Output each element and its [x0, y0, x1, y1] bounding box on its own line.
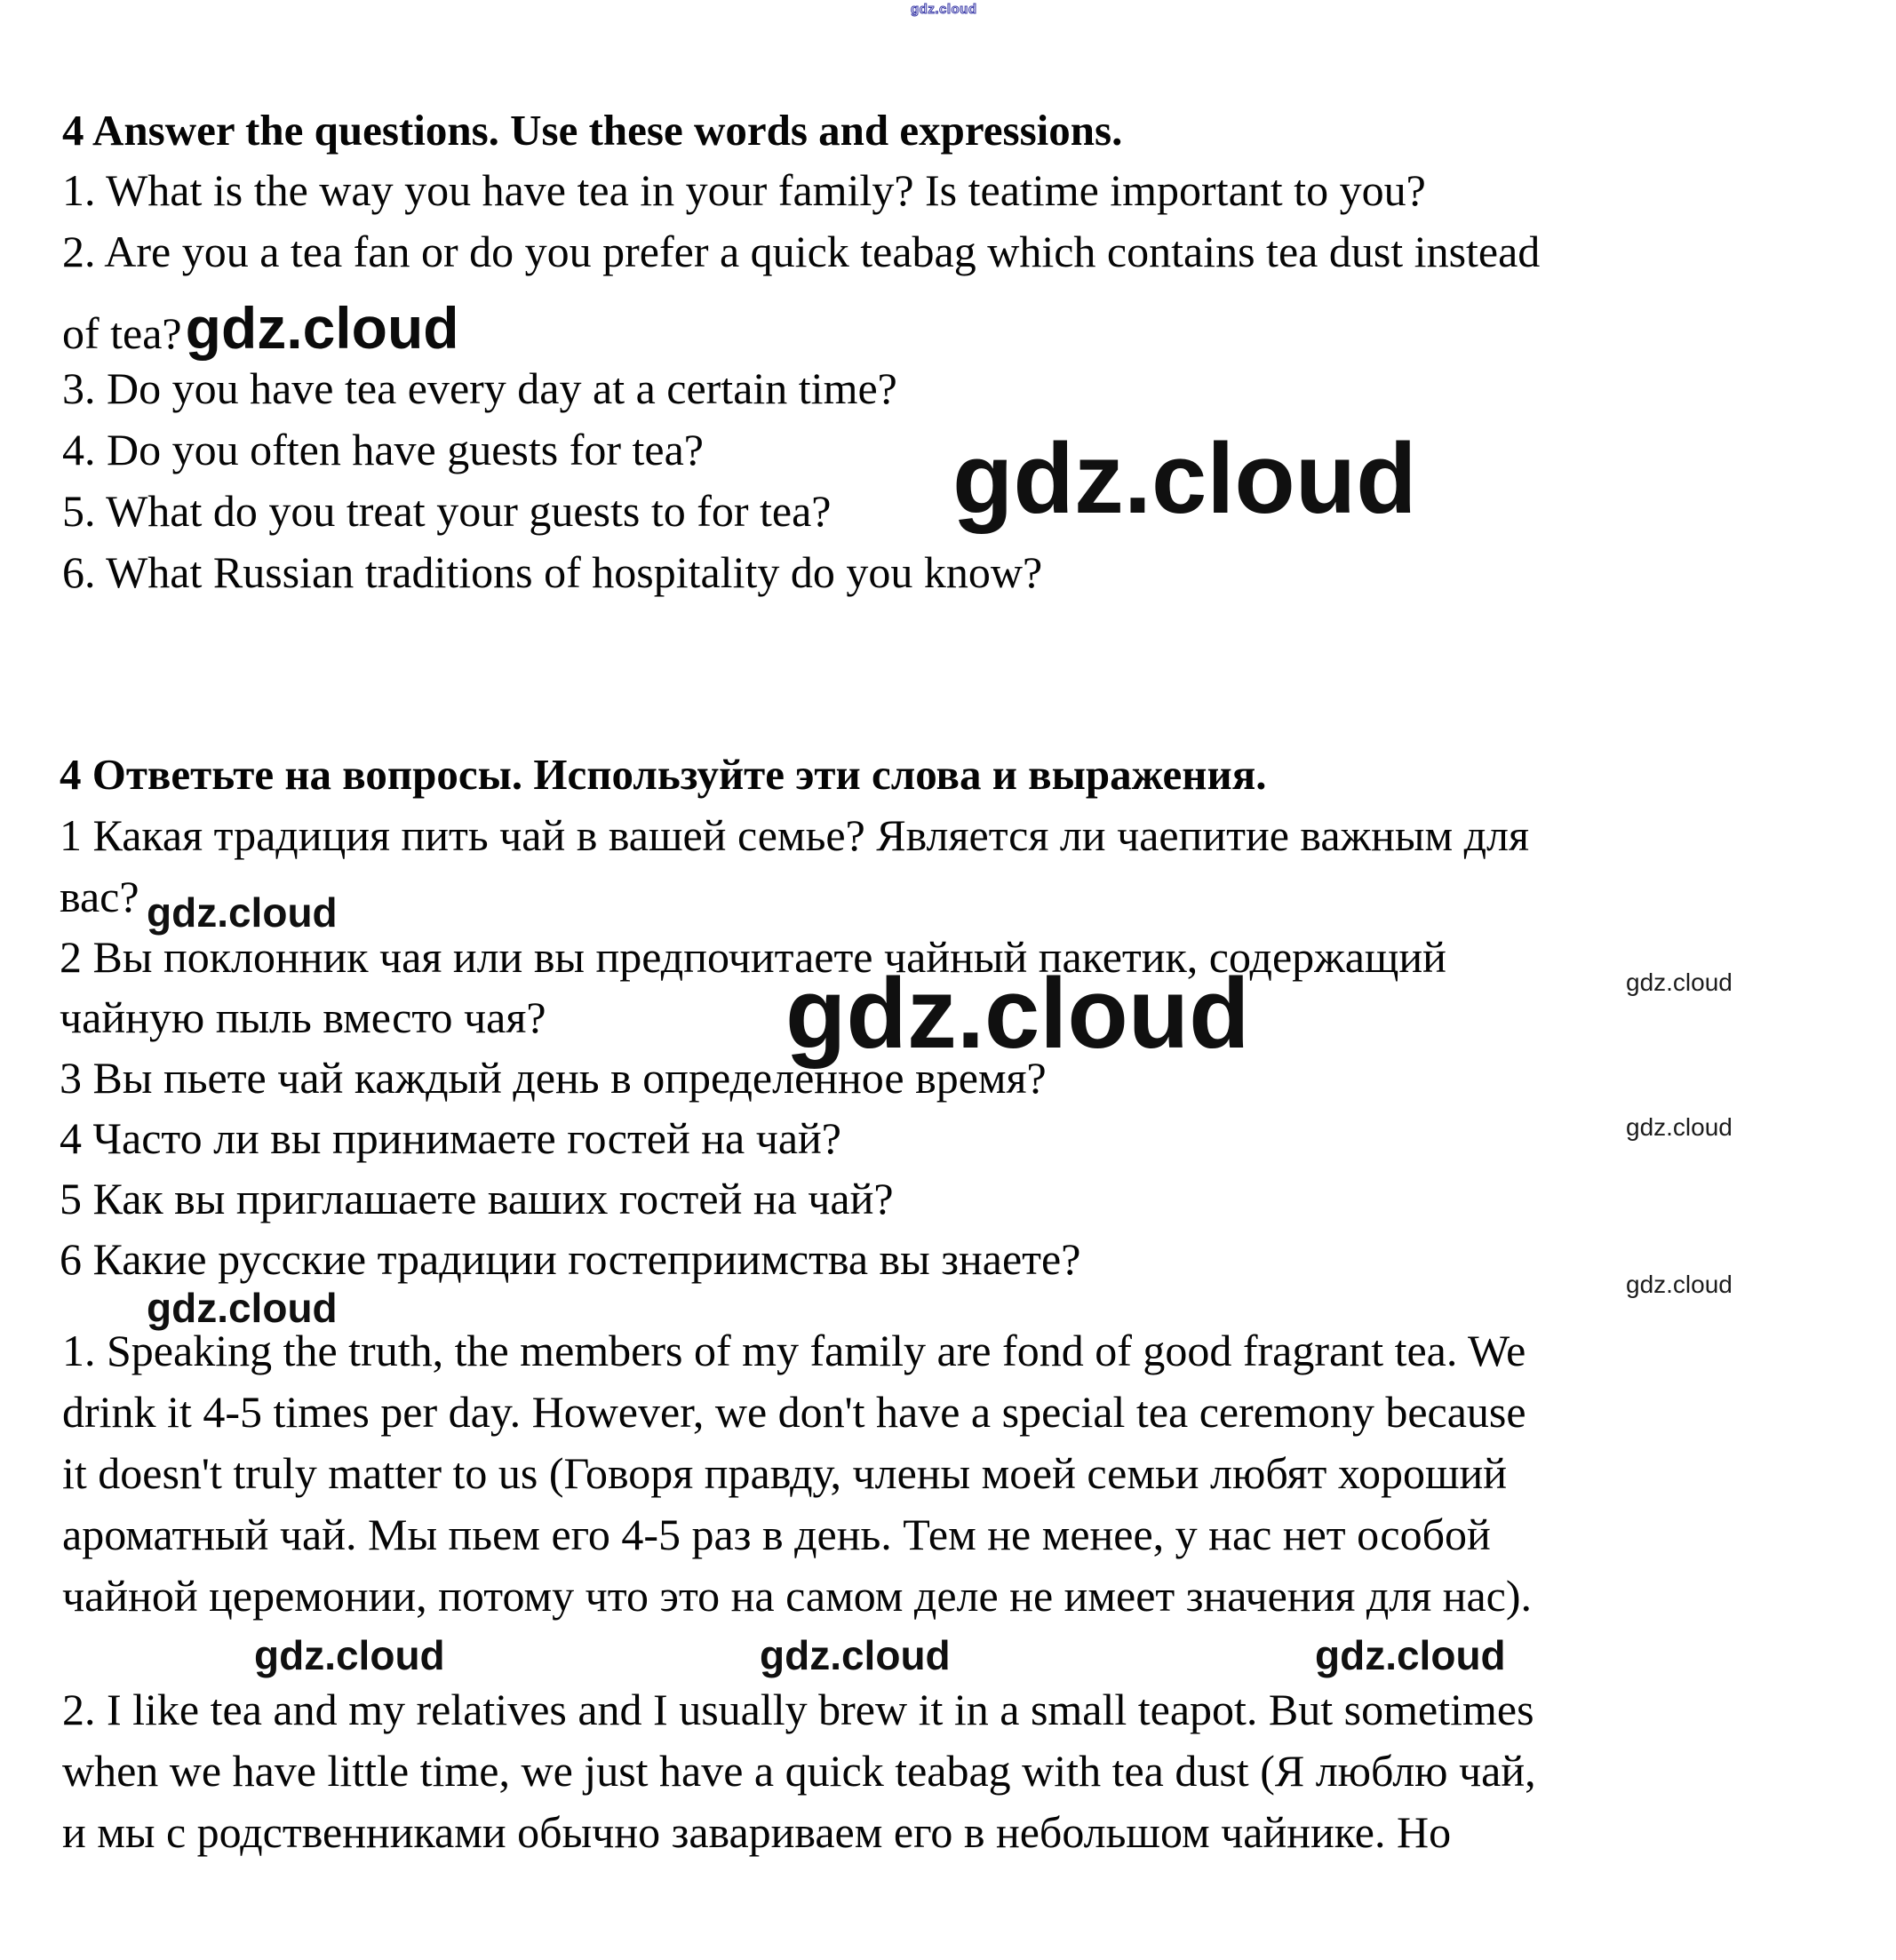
watermark-medium-1: gdz.cloud [147, 889, 338, 936]
watermark-large-2: gdz.cloud [785, 958, 1250, 1069]
answer-2-line: и мы с родственниками обычно завариваем его в небольшом чайнике. Но [62, 1807, 1452, 1857]
question-en-2-line1: 2. Are you a tea fan or do you prefer a quick teabag which contains tea dust instead [62, 227, 1541, 276]
question-en-5: 5. What do you treat your guests to for tea? [62, 486, 832, 536]
exercise-heading-en: 4 Answer the questions. Use these words and expressions. [62, 106, 1123, 155]
watermark-small-2: gdz.cloud [1626, 1113, 1733, 1141]
question-en-3: 3. Do you have tea every day at a certain time? [62, 363, 897, 413]
answer-1-line: 1. Speaking the truth, the members of my family are fond of good fragrant tea. We [62, 1326, 1526, 1375]
exercise-heading-ru: 4 Ответьте на вопросы. Используйте эти слова и выражения. [60, 750, 1267, 799]
question-ru-4: 4 Часто ли вы принимаете гостей на чай? [60, 1113, 841, 1163]
answer-2-line: when we have little time, we just have a quick teabag with tea dust (Я люблю чай, [62, 1746, 1536, 1796]
question-en-6: 6. What Russian traditions of hospitality do you know? [62, 547, 1043, 597]
question-en-1: 1. What is the way you have tea in your family? Is teatime important to you? [62, 165, 1426, 215]
watermark-row-1: gdz.cloud [254, 1632, 445, 1678]
question-ru-1-line1: 1 Какая традиция пить чай в вашей семье? Является ли чаепитие важным для [60, 810, 1529, 860]
watermark-row-2: gdz.cloud [760, 1632, 951, 1678]
question-ru-6: 6 Какие русские традиции гостеприимства вы знаете? [60, 1234, 1081, 1284]
watermark-top: gdz.cloud [911, 2, 977, 17]
watermark-row-3: gdz.cloud [1315, 1632, 1506, 1678]
question-ru-5: 5 Как вы приглашаете ваших гостей на чай? [60, 1174, 894, 1223]
question-ru-3: 3 Вы пьете чай каждый день в определенное время? [60, 1053, 1047, 1103]
question-ru-1-line2: вас? [60, 872, 139, 921]
question-en-2-line2-text: of tea? [62, 308, 182, 358]
answer-1-line: чайной церемонии, потому что это на самом деле не имеет значения для нас). [62, 1571, 1533, 1621]
question-en-4: 4. Do you often have guests for tea? [62, 425, 704, 474]
answer-1-line: drink it 4-5 times per day. However, we don't have a special tea ceremony because [62, 1387, 1526, 1437]
watermark-large-1: gdz.cloud [952, 423, 1417, 534]
watermark-medium-2: gdz.cloud [147, 1285, 338, 1331]
answer-1-line: ароматный чай. Мы пьем его 4-5 раз в день. Тем не менее, у нас нет особой [62, 1510, 1491, 1559]
question-ru-2-line2: чайную пыль вместо чая? [60, 992, 546, 1042]
watermark-small-1: gdz.cloud [1626, 968, 1733, 996]
answer-1-line: it doesn't truly matter to us (Говоря правду, члены моей семьи любят хороший [62, 1448, 1508, 1498]
watermark-inline: gdz.cloud [185, 295, 459, 361]
watermark-small-3: gdz.cloud [1626, 1271, 1733, 1298]
question-ru-2-line1: 2 Вы поклонник чая или вы предпочитаете чайный пакетик, содержащий [60, 932, 1446, 982]
answer-2-line: 2. I like tea and my relatives and I usually brew it in a small teapot. But sometimes [62, 1685, 1534, 1734]
question-en-2-line2 [62, 295, 459, 361]
